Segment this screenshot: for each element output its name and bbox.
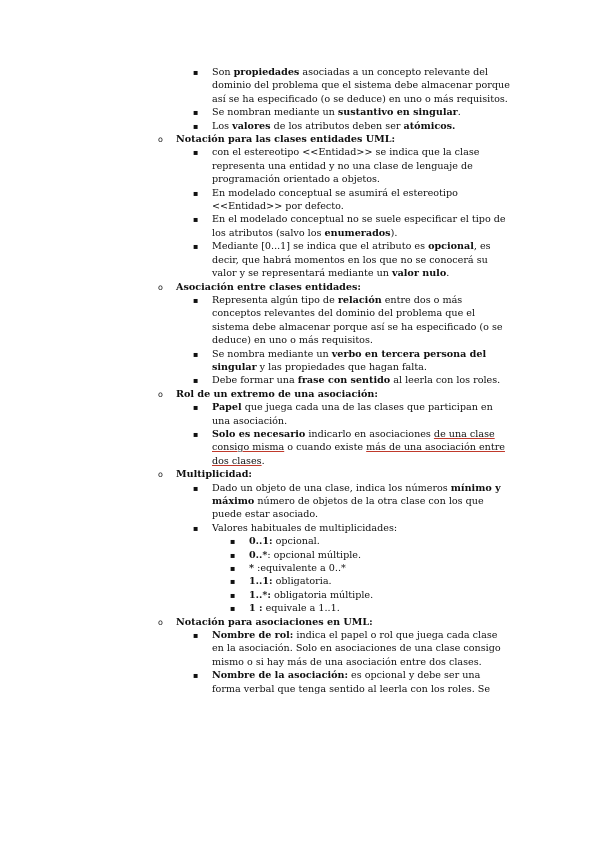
- square-bullet-icon: ▪: [193, 68, 199, 77]
- square-bullet-icon: ▪: [193, 403, 199, 413]
- square-bullet-icon: ▪: [230, 590, 236, 600]
- list-s0: [0, 66, 599, 133]
- square-bullet-icon: ▪: [193, 121, 199, 131]
- item-text: 0..1: opcional.: [249, 536, 320, 548]
- section-heading: [0, 281, 518, 294]
- item-text: Dado un objeto de una clase, indica los números mínimo y máximo número de objetos de la otra clase con los que puede estar asociado.: [212, 482, 501, 521]
- bold-text: Papel: [212, 402, 242, 414]
- list-item: [0, 428, 510, 468]
- list-item: [0, 120, 510, 133]
- item-text: Valores habituales de multiplicidades:: [212, 522, 398, 534]
- bold-text: mínimo y máximo: [212, 482, 501, 507]
- heading-text: Multiplicidad:: [176, 469, 252, 481]
- list-item: [0, 669, 510, 696]
- bold-text: 1 :: [249, 603, 263, 615]
- heading-text: Notación para las clases entidades UML:: [176, 134, 396, 146]
- list-item: [0, 187, 510, 214]
- item-text: Nombre de la asociación: es opcional y debe ser una forma verbal que tenga sentido al leerla con los roles. Se: [212, 670, 491, 695]
- list-item: [0, 66, 510, 106]
- item-text: 1 : equivale a 1..1.: [249, 603, 340, 615]
- bold-text: propiedades: [233, 67, 300, 78]
- item-text: Representa algún tipo de relación entre dos o más conceptos relevantes del dominio del problema que el sistema debe almacenar porque así se ha especificado (o se deduce) en uno o más requisitos.: [212, 294, 503, 347]
- item-text: En el modelado conceptual no se suele especificar el tipo de los atributos (salvo los enumerados).: [212, 214, 506, 239]
- item-text: 1..1: obligatoria.: [249, 576, 332, 588]
- square-bullet-icon: ▪: [193, 188, 199, 198]
- section-multiplicidad: [0, 468, 599, 615]
- heading-text: Notación para asociaciones en UML:: [176, 616, 373, 628]
- square-bullet-icon: ▪: [193, 349, 199, 359]
- square-bullet-icon: ▪: [193, 376, 199, 386]
- section-heading: [0, 468, 518, 481]
- list-item: [0, 549, 509, 562]
- square-bullet-icon: ▪: [193, 108, 199, 118]
- heading-text: Asociación entre clases entidades:: [176, 281, 361, 293]
- section-rol: [0, 388, 599, 468]
- square-bullet-icon: ▪: [193, 215, 199, 225]
- bold-text: enumerados: [324, 227, 391, 239]
- item-text: Se nombran mediante un sustantivo en singular.: [212, 107, 461, 119]
- bold-text: *: [249, 563, 255, 575]
- circle-bullet-icon: o: [158, 282, 163, 292]
- bold-text: Nombre de rol:: [212, 630, 294, 642]
- item-text: Los valores de los atributos deben ser atómicos.: [212, 120, 456, 132]
- list-item: [0, 562, 509, 575]
- list-item: [0, 482, 510, 522]
- list-item: [0, 348, 510, 375]
- list-item: [0, 374, 510, 387]
- circle-bullet-icon: o: [158, 135, 163, 145]
- list-item: [0, 535, 509, 548]
- circle-bullet-icon: o: [158, 389, 163, 399]
- square-bullet-icon: ▪: [193, 295, 199, 305]
- bold-text: opcional: [428, 241, 474, 253]
- item-text: Solo es necesario indicarlo en asociaciones de una clase consigo misma o cuando existe más de una asociación entre dos clases.: [212, 428, 505, 467]
- item-text: Debe formar una frase con sentido al leerla con los roles.: [212, 375, 501, 387]
- square-bullet-icon: ▪: [230, 604, 236, 614]
- heading-text: Rol de un extremo de una asociación:: [176, 388, 378, 400]
- bold-text: 1..1:: [249, 576, 273, 588]
- section-heading: [0, 616, 518, 629]
- square-bullet-icon: ▪: [230, 537, 236, 547]
- section-heading: [0, 388, 518, 401]
- bold-text: atómicos.: [403, 120, 456, 132]
- list-item: [0, 589, 509, 602]
- list-item: [0, 146, 510, 186]
- bold-text: Nombre de la asociación:: [212, 670, 348, 682]
- square-bullet-icon: ▪: [230, 550, 236, 560]
- item-text: Mediante [0...1] se indica que el atributo es opcional, es decir, que habrá momentos en los que no se conocerá su valor y se representará mediante un valor nulo.: [212, 241, 491, 280]
- item-text: * :equivalente a 0..*: [249, 563, 346, 575]
- list-item: [0, 294, 510, 348]
- section-asociacion: [0, 281, 599, 388]
- section-notacion-clases: [0, 133, 599, 280]
- bold-text: Solo es necesario: [212, 428, 306, 440]
- item-text: Papel que juega cada una de las clases que participan en una asociación.: [212, 402, 493, 427]
- list-item: [0, 602, 509, 615]
- underlined-text: de una clase consigo misma: [212, 428, 495, 454]
- list-item: [0, 401, 510, 428]
- item-text: Nombre de rol: indica el papel o rol que juega cada clase en la asociación. Solo en asociaciones de una clase consigo mismo o si hay más de una asociación entre dos clases.: [212, 630, 501, 668]
- item-text: Se nombra mediante un verbo en tercera persona del singular y las propiedades que hagan falta.: [212, 348, 487, 373]
- document-page: [0, 66, 599, 696]
- item-text: Son propiedades asociadas a un concepto relevante del dominio del problema que el sistema debe almacenar porque así se ha especificado (o se deduce) en uno o más requisitos.: [212, 67, 510, 105]
- bold-text: 0..1:: [249, 536, 273, 548]
- item-text: 1..*: obligatoria múltiple.: [249, 589, 374, 601]
- square-bullet-icon: ▪: [193, 631, 199, 641]
- circle-bullet-icon: o: [158, 470, 163, 480]
- bold-text: frase con sentido: [297, 375, 391, 387]
- underlined-text: más de una asociación entre dos clases: [212, 442, 505, 467]
- section-notacion-asociaciones: [0, 616, 599, 696]
- section-heading: [0, 133, 518, 146]
- list-item: [0, 522, 510, 535]
- item-text: con el estereotipo <<Entidad>> se indica que la clase representa una entidad y no una clase de lenguaje de programación orientado a objetos.: [212, 147, 480, 186]
- bold-text: 0..*: [249, 549, 268, 561]
- list-item: [0, 629, 510, 669]
- square-bullet-icon: ▪: [230, 577, 236, 587]
- bold-text: valores: [232, 120, 271, 132]
- list-item: [0, 240, 510, 280]
- list-item: [0, 213, 510, 240]
- bold-text: valor nulo: [392, 268, 447, 280]
- square-bullet-icon: ▪: [193, 671, 199, 681]
- square-bullet-icon: ▪: [193, 148, 199, 158]
- list-item: [0, 575, 509, 588]
- list-item: [0, 106, 510, 119]
- square-bullet-icon: ▪: [193, 523, 199, 533]
- item-text: En modelado conceptual se asumirá el estereotipo <<Entidad>> por defecto.: [212, 187, 458, 213]
- square-bullet-icon: ▪: [230, 564, 236, 574]
- square-bullet-icon: ▪: [193, 429, 199, 439]
- circle-bullet-icon: o: [158, 617, 163, 627]
- bold-text: verbo en tercera persona del singular: [212, 348, 487, 373]
- item-text: 0..*: opcional múltiple.: [249, 549, 362, 561]
- bold-text: relación: [337, 294, 382, 306]
- square-bullet-icon: ▪: [193, 242, 199, 252]
- bold-text: 1..*:: [249, 589, 271, 601]
- bold-text: sustantivo en singular: [337, 107, 458, 119]
- square-bullet-icon: ▪: [193, 483, 199, 493]
